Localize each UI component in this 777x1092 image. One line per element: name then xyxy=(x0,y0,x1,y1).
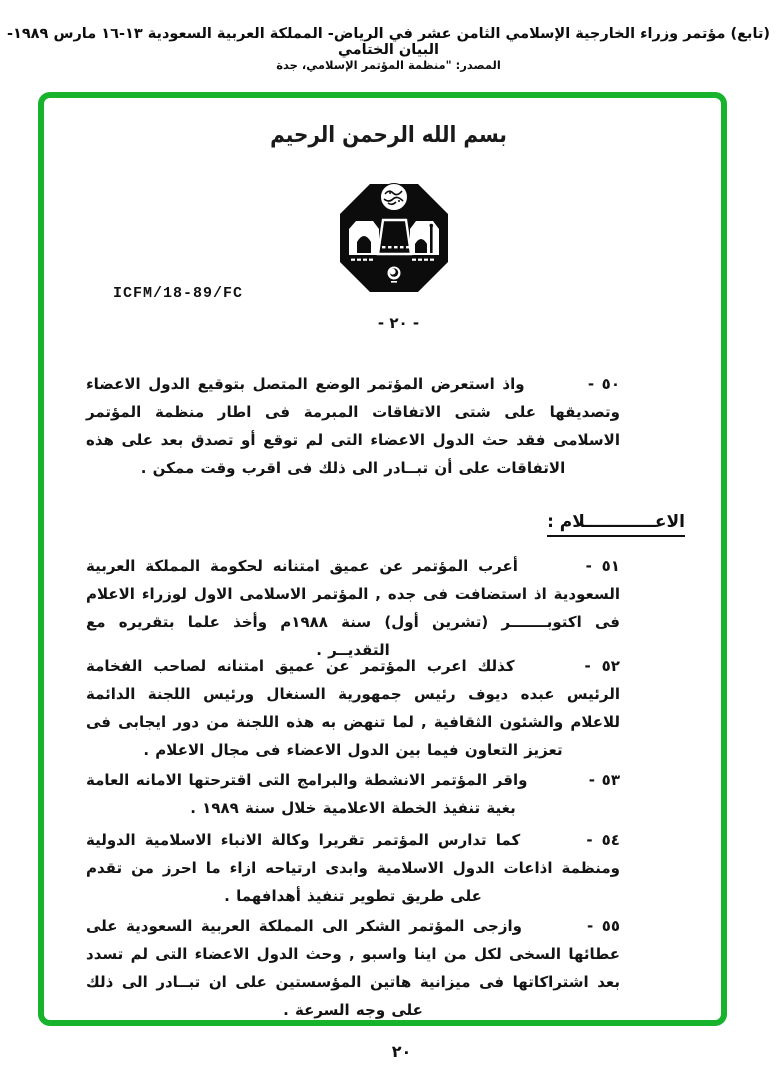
paragraph-number: ٥٢ xyxy=(601,657,620,675)
paragraph-51 xyxy=(86,552,620,664)
bismillah-calligraphy: بسم الله الرحمن الرحيم xyxy=(270,120,507,148)
section-heading-information xyxy=(547,512,685,532)
paragraph-52 xyxy=(86,652,620,764)
paragraph-55 xyxy=(86,912,620,1024)
paragraph-text: وازجى المؤتمر الشكر الى المملكة العربية السعودية على عطائها السخى لكل من اينا واسبو , وحث الدول الاعضاء التى لم تسدد بعد اشتراكاتها فى ميزانية هاتين المؤسستين على ان تبــادر الى ذلك على وجه السرعة . xyxy=(86,917,620,1019)
paragraph-dash: - xyxy=(586,917,594,935)
paragraph-dash: - xyxy=(586,831,593,849)
paragraph-text: واقر المؤتمر الانشطة والبرامج التى اقترحتها الامانه العامة بغية تنفيذ الخطة الاعلامية خلال سنة ١٩٨٩ . xyxy=(86,771,528,817)
document-header-title: (تابع) مؤتمر وزراء الخارجية الإسلامي الثامن عشر في الرياض- المملكة العربية السعودية ١٣-١٦ مارس ١٩٨٩- البيان الختامي xyxy=(6,26,771,58)
paragraph-dash: - xyxy=(587,375,595,393)
paragraph-dash: - xyxy=(588,771,595,789)
paragraph-dash: - xyxy=(584,657,591,675)
paragraph-50 xyxy=(86,370,620,482)
paragraph-54 xyxy=(86,826,620,910)
paragraph-number: ٥٠ xyxy=(601,375,620,393)
document-reference-code: ICFM/18-89/FC xyxy=(113,285,244,302)
paragraph-number: ٥٤ xyxy=(601,831,620,849)
oic-emblem-icon xyxy=(336,180,452,298)
paragraph-number: ٥١ xyxy=(601,557,620,575)
section-heading-text: الاعــــــــــــلام : xyxy=(547,512,685,537)
paragraph-text: كما تدارس المؤتمر تقريرا وكالة الانباء الاسلامية الدولية ومنظمة اذاعات الدول الاسلامية وابدى ارتياحه ازاء ما احرز من تقدم على طريق تطوير تنفيذ أهدافهما . xyxy=(86,831,620,905)
paragraph-text: أعرب المؤتمر عن عميق امتنانه لحكومة المملكة العربية السعودية اذ استضافت فى جده , المؤتمر الاسلامى الاول لوزراء الاعلام فى اكتوبـــــــر (تشرين أول) سنة ١٩٨٨م وأخذ علما بتقريره مع التقديــر . xyxy=(86,557,621,659)
paragraph-text: كذلك اعرب المؤتمر عن عميق امتنانه لصاحب الفخامة الرئيس عبده ديوف رئيس جمهورية السنغال ورئيس اللجنة الدائمة للاعلام والشئون الثقافية , لما تنهض به هذه اللجنة من دور ايجابى فى تعزيز التعاون فيما بين الدول الاعضاء فى مجال الاعلام . xyxy=(86,657,620,759)
paragraph-number: ٥٣ xyxy=(601,771,620,789)
document-header-source: المصدر: "منظمة المؤتمر الإسلامي، جدة xyxy=(276,58,501,72)
paragraph-dash: - xyxy=(585,557,592,575)
page-marker-top: - ٢٠ - xyxy=(377,314,420,332)
paragraph-53 xyxy=(86,766,620,822)
page-number-bottom: ٢٠ xyxy=(391,1042,412,1061)
oic-emblem xyxy=(336,180,452,298)
paragraph-text: واذ استعرض المؤتمر الوضع المتصل بتوقيع الدول الاعضاء وتصديقها على شتى الاتفاقات المبرمة فى اطار منظمة المؤتمر الاسلامى فقد حث الدول الاعضاء التى لم توقع أو تصدق بعد على هذه الاتفاقات على أن تبــادر الى ذلك فى اقرب وقت ممكن . xyxy=(86,375,620,477)
paragraph-number: ٥٥ xyxy=(601,917,620,935)
